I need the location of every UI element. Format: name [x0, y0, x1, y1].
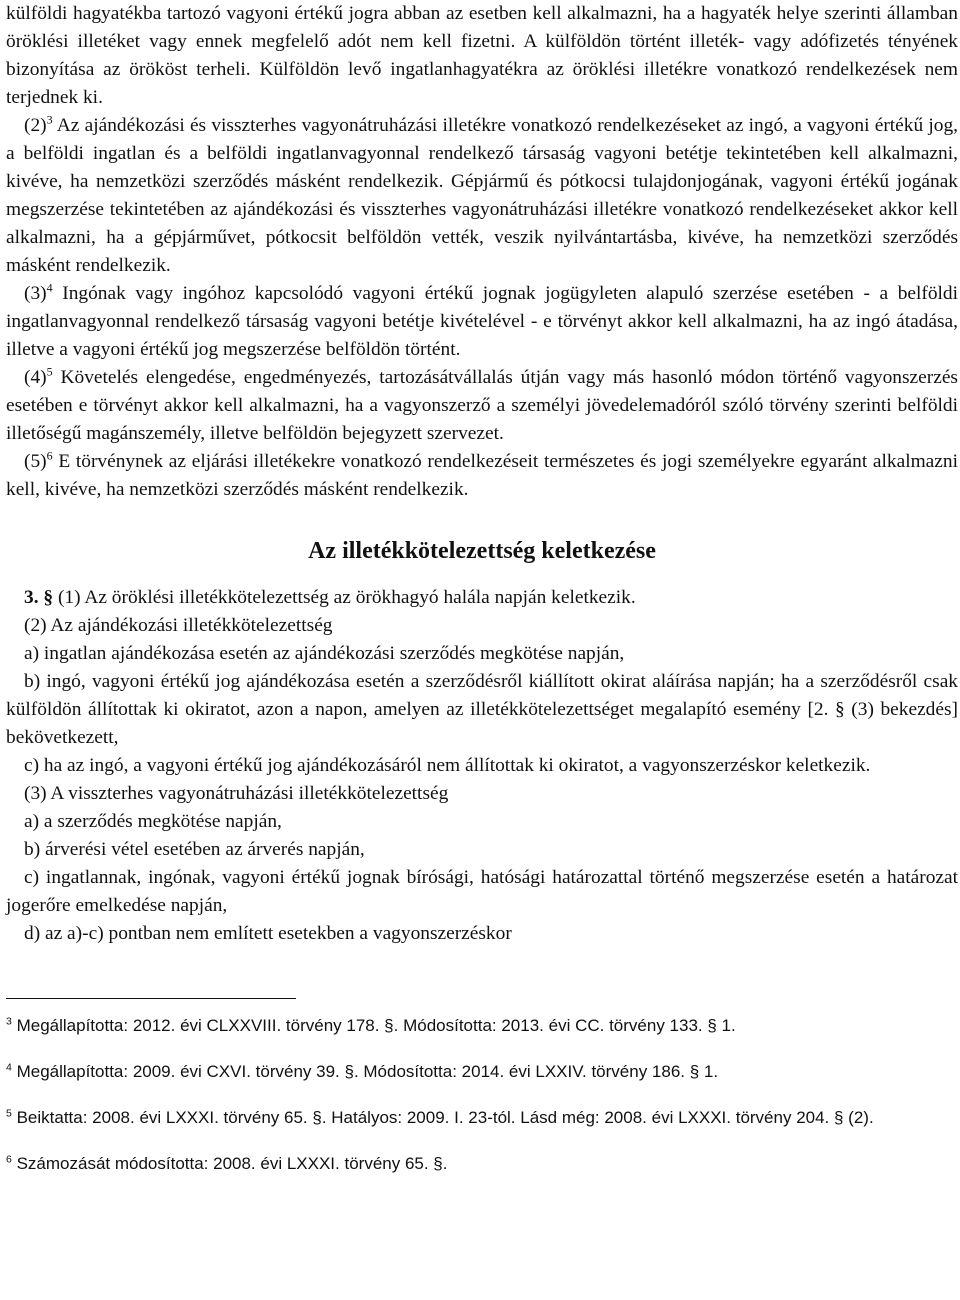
footnote-mark: 5: [6, 1107, 12, 1120]
section-number: 3. §: [24, 587, 54, 608]
footnote-mark: 6: [6, 1153, 12, 1166]
footnote: [6, 1013, 958, 1038]
section-3-subsection-2: (2) Az ajándékozási illetékkötelezettség: [24, 615, 333, 636]
footnote-separator: [6, 998, 296, 999]
footnote-text: Beiktatta: 2008. évi LXXXI. törvény 65. §. Hatályos: 2009. I. 23-tól. Lásd még: 2008. évi LXXXI. törvény 204. § (2).: [16, 1108, 874, 1127]
document-page: [6, 0, 958, 1176]
subsection-3-point-d: d) az a)-c) pontban nem említett esetekben a vagyonszerzéskor: [24, 923, 512, 944]
subsection-3-point-a: a) a szerződés megkötése napján,: [24, 811, 282, 832]
footnote-mark: 3: [6, 1015, 12, 1028]
paragraph-number: (2): [24, 115, 47, 136]
paragraph-text: E törvénynek az eljárási illetékekre vonatkozó rendelkezéseit természetes és jogi személyekre egyaránt alkalmazni kell, kivéve, ha nemzetközi szerződés másként rendelkezik.: [6, 451, 958, 500]
paragraph-4: [6, 364, 958, 448]
footnote-text: Megállapította: 2012. évi CLXXVIII. törvény 178. §. Módosította: 2013. évi CC. törvény 133. § 1.: [16, 1016, 736, 1035]
footnote-text: Megállapította: 2009. évi CXVI. törvény 39. §. Módosította: 2014. évi LXXIV. törvény 186. § 1.: [16, 1062, 719, 1081]
section-3-subsection-1: [6, 584, 958, 612]
footnote: [6, 1059, 958, 1084]
section-3-subsection-3: (3) A visszterhes vagyonátruházási illetékkötelezettség: [24, 783, 449, 804]
paragraph-number: (3): [24, 283, 47, 304]
paragraph-number: (4): [24, 367, 47, 388]
footnote-ref[interactable]: 4: [46, 280, 53, 295]
subsection-2-point-b: b) ingó, vagyoni értékű jog ajándékozása esetén a szerződésről kiállított okirat aláírása napján; ha a szerződésről csak külföldön állítottak ki okiratot, azon a napon, amelyen az illetékkötelezettséget megalapító esemény [2. § (3) bekezdés] bekövetkezett,: [6, 671, 958, 748]
paragraph-5: [6, 448, 958, 504]
footnote-ref[interactable]: 6: [46, 448, 53, 463]
paragraph-2: [6, 112, 958, 280]
footnote: [6, 1105, 958, 1130]
continuation-paragraph: külföldi hagyatékba tartozó vagyoni értékű jogra abban az esetben kell alkalmazni, ha a hagyaték helye szerinti államban öröklési illetéket vagy ennek megfelelő adót nem kell fizetni. A külföldön történt illeték- vagy adófizetés tényének bizonyítása az örököst terheli. Külföldön levő ingatlanhagyatékra az öröklési illetékre vonatkozó rendelkezések nem terjednek ki.: [6, 3, 958, 108]
footnote-ref[interactable]: 5: [46, 364, 53, 379]
footnote-mark: 4: [6, 1061, 12, 1074]
paragraph-3: [6, 280, 958, 364]
subsection-2-point-a: a) ingatlan ajándékozása esetén az ajándékozási szerződés megkötése napján,: [24, 643, 625, 664]
paragraph-number: (5): [24, 451, 47, 472]
paragraph-text: Követelés elengedése, engedményezés, tartozásátvállalás útján vagy más hasonló módon történő vagyonszerzés esetében e törvényt akkor kell alkalmazni, ha a vagyonszerző a személyi jövedelemadóról szóló törvény szerinti belföldi illetőségű magánszemély, illetve belföldön bejegyzett szervezet.: [6, 367, 958, 444]
subsection-3-point-c: c) ingatlannak, ingónak, vagyoni értékű jognak bírósági, hatósági határozattal történő megszerzése esetén a határozat jogerőre emelkedése napján,: [6, 867, 958, 916]
footnote-text: Számozását módosította: 2008. évi LXXXI. törvény 65. §.: [16, 1154, 448, 1173]
subsection-3-point-b: b) árverési vétel esetében az árverés napján,: [24, 839, 365, 860]
subsection-text: (1) Az öröklési illetékkötelezettség az örökhagyó halála napján keletkezik.: [57, 587, 636, 608]
paragraph-text: Az ajándékozási és visszterhes vagyonátruházási illetékre vonatkozó rendelkezéseket az ingó, a vagyoni értékű jog, a belföldi ingatlan és a belföldi ingatlanvagyonnal rendelkező társaság vagyoni betétje tekintetében kell alkalmazni, kivéve, ha nemzetközi szerződés másként rendelkezik. Gépjármű és pótkocsi tulajdonjogának, vagyoni értékű jogának megszerzése tekintetében az ajándékozási és visszterhes vagyonátruházási illetékre vonatkozó rendelkezéseket akkor kell alkalmazni, ha a gépjárművet, pótkocsit belföldön vették, veszik nyilvántartásba, kivéve, ha nemzetközi szerződés másként rendelkezik.: [6, 115, 958, 276]
footnote: [6, 1151, 958, 1176]
footnotes: [6, 1013, 958, 1176]
footnote-ref[interactable]: 3: [46, 112, 53, 127]
subsection-2-point-c: c) ha az ingó, a vagyoni értékű jog ajándékozásáról nem állítottak ki okiratot, a vagyonszerzéskor keletkezik.: [24, 755, 871, 776]
paragraph-text: Ingónak vagy ingóhoz kapcsolódó vagyoni értékű jognak jogügyleten alapuló szerzése esetében - a belföldi ingatlanvagyonnal rendelkező társaság vagyoni betétje kivételével - e törvényt akkor kell alkalmazni, ha az ingó átadása, illetve a vagyoni értékű jog megszerzése belföldön történt.: [6, 283, 959, 360]
section-heading: Az illetékkötelezettség keletkezése: [308, 538, 656, 564]
